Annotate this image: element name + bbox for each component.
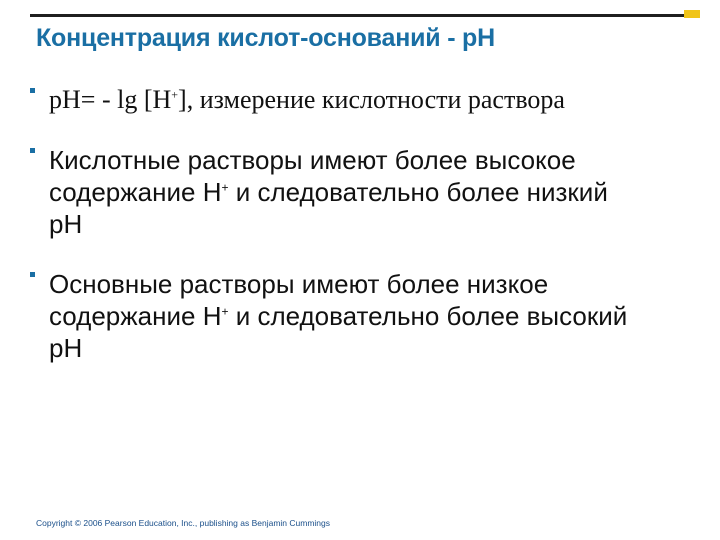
bullet-ph-definition <box>30 84 690 116</box>
bullet-line: Кислотные растворы имеют более высокое <box>49 145 576 175</box>
copyright-footer: Copyright © 2006 Pearson Education, Inc., publishing as Benjamin Cummings <box>36 518 331 528</box>
bullet-line <box>49 176 690 208</box>
bullet-marker <box>30 88 35 93</box>
line-prefix: содержание H <box>49 301 222 331</box>
slide-title: Концентрация кислот-оснований - pH <box>36 24 495 52</box>
bullet-line: pH <box>49 209 83 239</box>
bullet-text <box>49 84 690 116</box>
line-prefix: содержание H <box>49 177 222 207</box>
corner-accent <box>684 10 700 18</box>
bullet-line <box>49 300 690 332</box>
superscript-plus: + <box>171 87 179 102</box>
bullet-marker <box>30 272 35 277</box>
bullet-basic <box>30 268 690 364</box>
superscript-plus: + <box>221 180 229 195</box>
bullet-acidic <box>30 144 690 240</box>
line-suffix: и следовательно более низкий <box>228 177 608 207</box>
line-suffix: и следовательно более высокий <box>228 301 628 331</box>
bullet-line: Основные растворы имеют более низкое <box>49 269 549 299</box>
formula-suffix: ], измерение кислотности раствора <box>178 85 565 114</box>
bullet-line: pH <box>49 333 83 363</box>
formula-prefix: pH= - lg [H <box>49 85 172 114</box>
superscript-plus: + <box>221 304 229 319</box>
top-rule <box>30 14 700 17</box>
bullet-marker <box>30 148 35 153</box>
